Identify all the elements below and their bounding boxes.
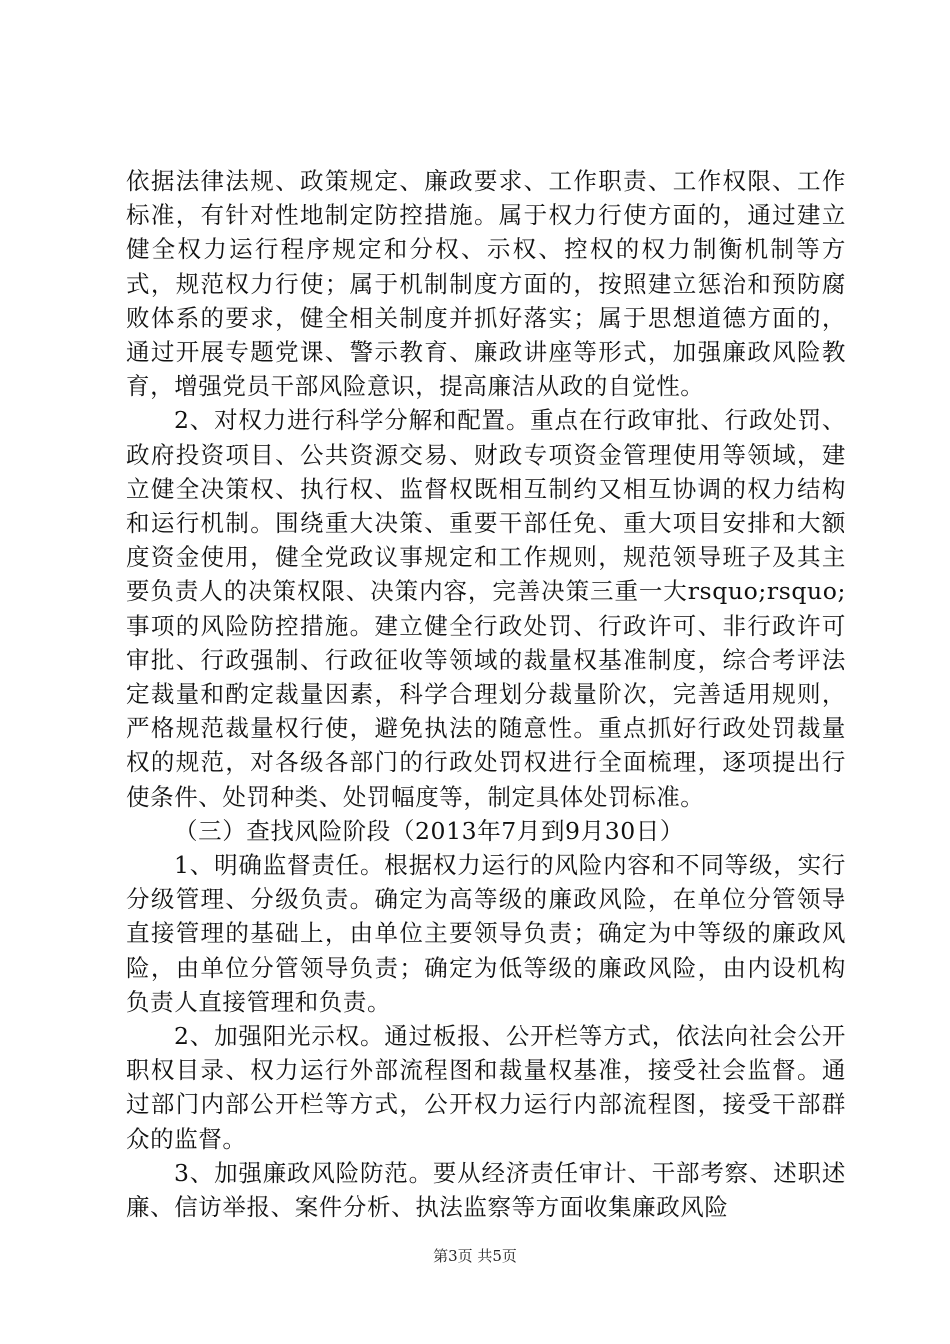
- paragraph-6: 3、加强廉政风险防范。要从经济责任审计、干部考察、述职述廉、信访举报、案件分析、执法监察等方面收集廉政风险: [126, 1158, 846, 1222]
- paragraph-2: 2、对权力进行科学分解和配置。重点在行政审批、行政处罚、政府投资项目、公共资源交易、财政专项资金管理使用等领域，建立健全决策权、执行权、监督权既相互制约又相互协调的权力结构和运行机制。围绕重大决策、重要干部任免、重大项目安排和大额度资金使用，健全党政议事规定和工作规则，规范领导班子及其主要负责人的决策权限、决策内容，完善决策三重一大rsquo;rsquo;事项的风险防控措施。建立健全行政处罚、行政许可、非行政许可审批、行政强制、行政征收等领域的裁量权基准制度，综合考评法定裁量和酌定裁量因素，科学合理划分裁量阶次，完善适用规则，严格规范裁量权行使，避免执法的随意性。重点抓好行政处罚裁量权的规范，对各级各部门的行政处罚权进行全面梳理，逐项提出行使条件、处罚种类、处罚幅度等，制定具体处罚标准。: [126, 406, 846, 811]
- section-heading-3: （三）查找风险阶段（2013年7月到9月30日）: [174, 816, 685, 845]
- paragraph-4: 1、明确监督责任。根据权力运行的风险内容和不同等级，实行分级管理、分级负责。确定为高等级的廉政风险，在单位分管领导直接管理的基础上，由单位主要领导负责；确定为中等级的廉政风险，由单位分管领导负责；确定为低等级的廉政风险，由内设机构负责人直接管理和负责。: [126, 851, 846, 1016]
- paragraph-5: 2、加强阳光示权。通过板报、公开栏等方式，依法向社会公开职权目录、权力运行外部流程图和裁量权基准，接受社会监督。通过部门内部公开栏等方式，公开权力运行内部流程图，接受干部群众的监督。: [126, 1022, 846, 1153]
- page-footer: 第3页 共5页: [433, 1247, 517, 1265]
- paragraph-1: 依据法律法规、政策规定、廉政要求、工作职责、工作权限、工作标准，有针对性地制定防控措施。属于权力行使方面的，通过建立健全权力运行程序规定和分权、示权、控权的权力制衡机制等方式，规范权力行使；属于机制制度方面的，按照建立惩治和预防腐败体系的要求，健全相关制度并抓好落实；属于思想道德方面的，通过开展专题党课、警示教育、廉政讲座等形式，加强廉政风险教育，增强党员干部风险意识，提高廉洁从政的自觉性。: [126, 167, 846, 401]
- document-body: [126, 164, 846, 1224]
